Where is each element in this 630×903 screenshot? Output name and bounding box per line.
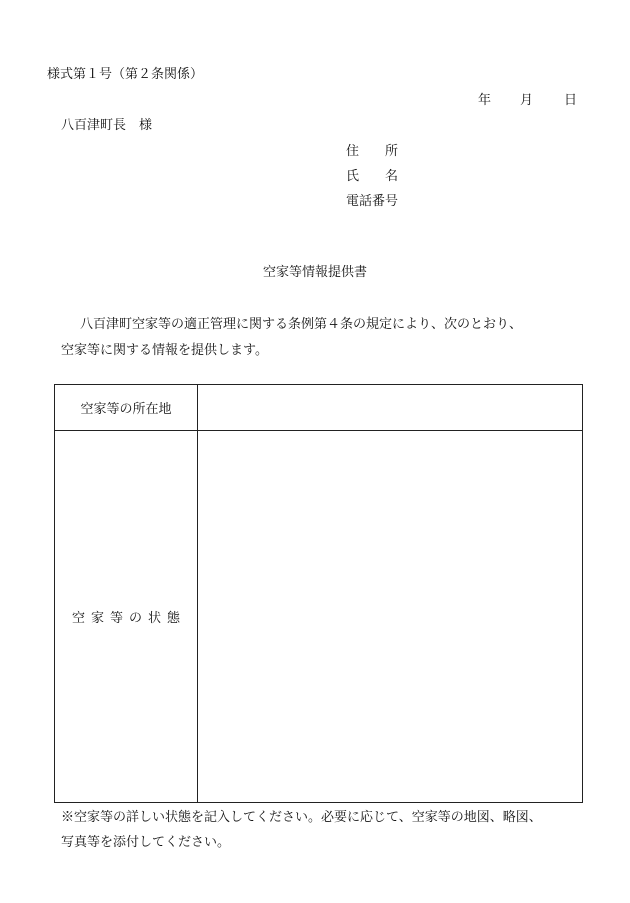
location-label: 空家等の所在地 bbox=[55, 385, 198, 430]
applicant-phone-label: 電話番号 bbox=[346, 194, 399, 209]
location-row bbox=[55, 385, 582, 431]
applicant-phone-row bbox=[346, 195, 402, 208]
date-year-label: 年 bbox=[478, 93, 492, 108]
note-line-1: ※空家等の詳しい状態を記入してください。必要に応じて、空家等の地図、略図、 bbox=[61, 810, 542, 825]
info-table bbox=[54, 384, 583, 803]
body-text-line-2: 空家等に関する情報を提供します。 bbox=[61, 343, 268, 358]
applicant-address-row bbox=[346, 145, 402, 158]
form-number: 様式第１号（第２条関係） bbox=[47, 67, 204, 82]
applicant-address-label: 住 所 bbox=[346, 144, 399, 159]
document-title: 空家等情報提供書 bbox=[262, 265, 367, 280]
condition-row bbox=[55, 430, 582, 802]
note-line-2: 写真等を添付してください。 bbox=[61, 835, 231, 850]
applicant-name-label: 氏 名 bbox=[346, 169, 399, 184]
condition-label-cell bbox=[55, 430, 198, 802]
date-day-label: 日 bbox=[564, 93, 578, 108]
date-month-label: 月 bbox=[520, 93, 534, 108]
applicant-name-row bbox=[346, 170, 402, 183]
location-value-cell[interactable] bbox=[198, 385, 582, 430]
addressee: 八百津町長 様 bbox=[61, 118, 153, 133]
condition-label: 空家等の状態 bbox=[71, 610, 186, 626]
condition-value-cell[interactable] bbox=[198, 430, 582, 802]
body-text-line-1: 八百津町空家等の適正管理に関する条例第４条の規定により、次のとおり、 bbox=[80, 317, 523, 332]
